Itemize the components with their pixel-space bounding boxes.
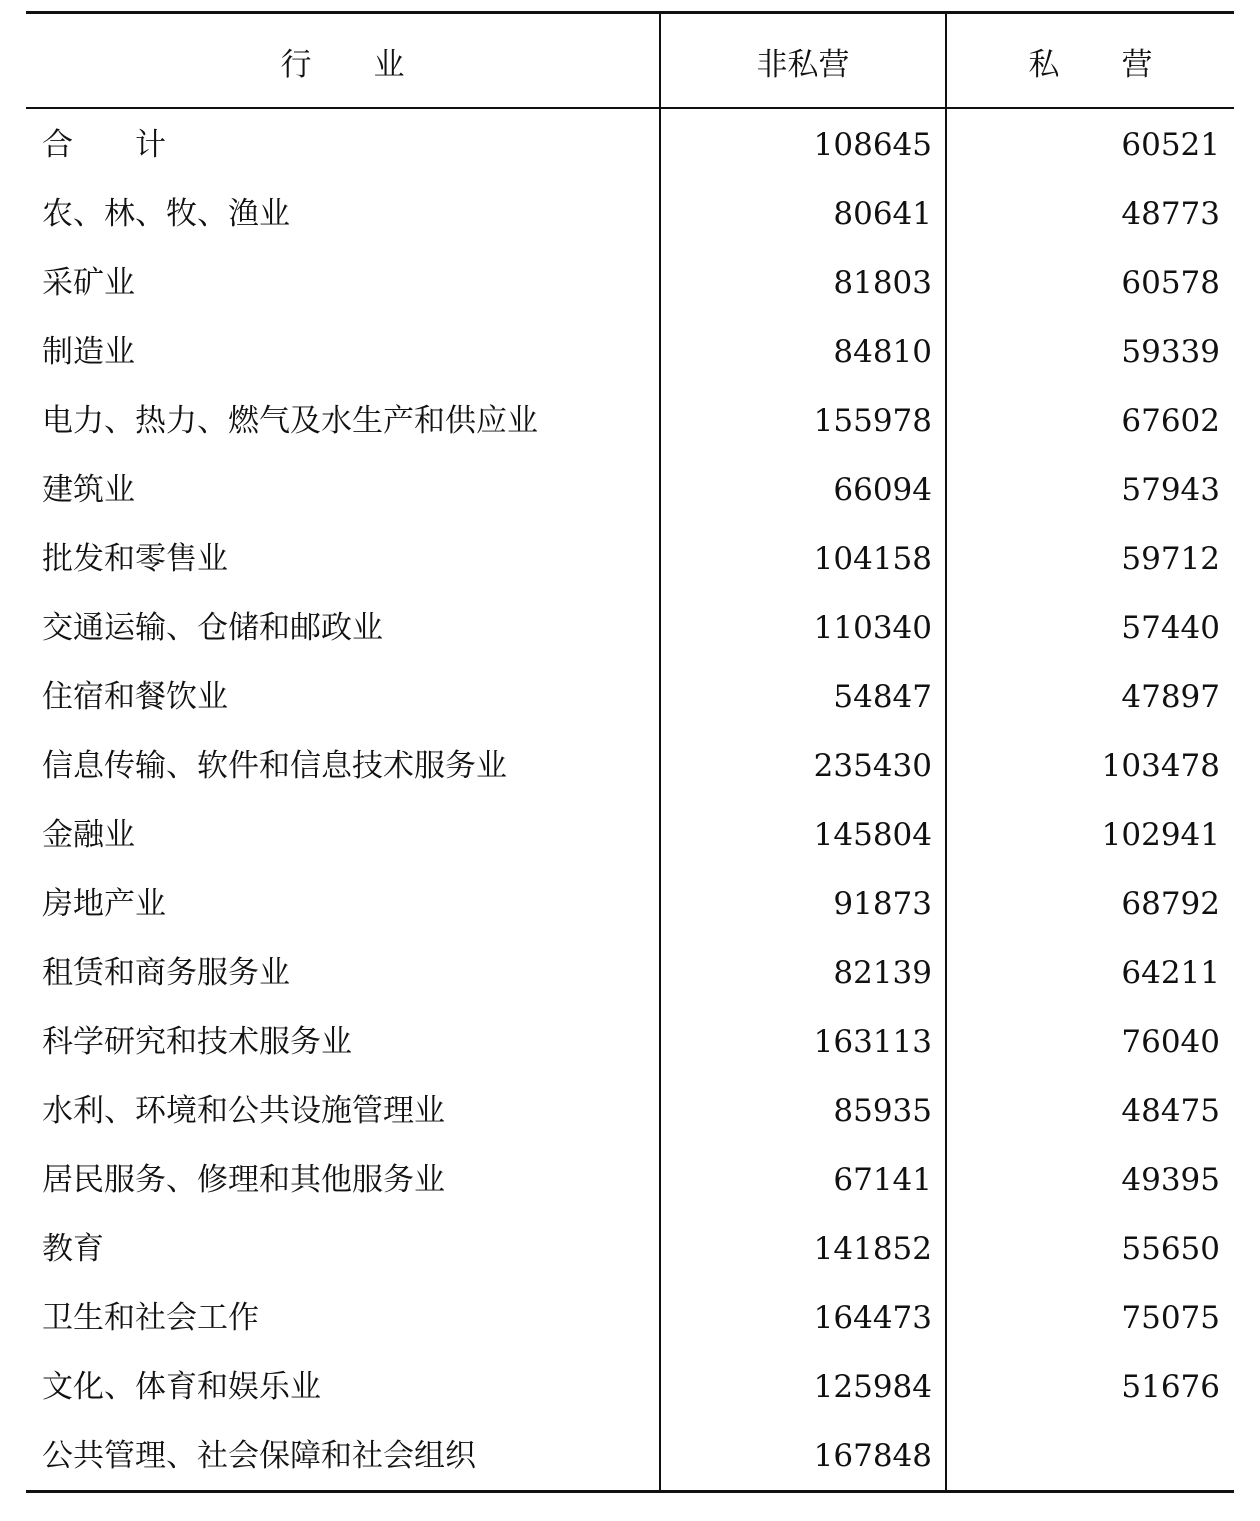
table-row [26, 939, 1234, 1008]
table-row [26, 1146, 1234, 1215]
row-private-value: 47897 [1121, 679, 1220, 715]
row-industry-label: 合 计 [42, 127, 166, 163]
row-non-private-value: 145804 [813, 817, 932, 853]
row-industry-label: 交通运输、仓储和邮政业 [42, 610, 383, 646]
table-row [26, 249, 1234, 318]
row-private-value: 64211 [1121, 955, 1220, 991]
table-row [26, 801, 1234, 870]
table-row [26, 525, 1234, 594]
row-private-value [948, 1422, 1220, 1491]
table-row [26, 1353, 1234, 1422]
table-row [26, 732, 1234, 801]
row-non-private-value: 85935 [833, 1093, 932, 1129]
header-non-private: 非私营 [756, 46, 850, 83]
row-private-value: 102941 [1101, 817, 1220, 853]
row-non-private-value: 67141 [833, 1162, 932, 1198]
row-industry-label: 制造业 [42, 334, 135, 370]
table-row [26, 1422, 1234, 1491]
row-industry-label: 采矿业 [42, 265, 135, 301]
table-row [26, 456, 1234, 525]
row-non-private-value: 164473 [813, 1300, 932, 1336]
row-industry-label: 电力、热力、燃气及水生产和供应业 [42, 403, 538, 439]
header-private: 私 营 [1028, 46, 1153, 83]
row-non-private-value: 82139 [833, 955, 932, 991]
row-non-private-value: 163113 [813, 1024, 932, 1060]
row-non-private-value: 141852 [813, 1231, 932, 1267]
row-private-value: 67602 [1121, 403, 1220, 439]
row-private-value: 103478 [1101, 748, 1220, 784]
row-non-private-value: 66094 [833, 472, 932, 508]
row-private-value: 49395 [1121, 1162, 1220, 1198]
row-industry-label: 公共管理、社会保障和社会组织 [42, 1438, 476, 1474]
row-non-private-value: 110340 [813, 610, 932, 646]
row-private-value: 76040 [1121, 1024, 1220, 1060]
row-non-private-value: 125984 [813, 1369, 932, 1405]
table-row [26, 1215, 1234, 1284]
table-row [26, 1008, 1234, 1077]
row-private-value: 57943 [1121, 472, 1220, 508]
row-non-private-value: 167848 [813, 1438, 932, 1474]
row-private-value: 60521 [1121, 127, 1220, 163]
row-industry-label: 房地产业 [42, 886, 166, 922]
row-industry-label: 租赁和商务服务业 [42, 955, 290, 991]
row-private-value: 57440 [1121, 610, 1220, 646]
table-row [26, 663, 1234, 732]
row-industry-label: 居民服务、修理和其他服务业 [42, 1162, 445, 1198]
row-non-private-value: 104158 [813, 541, 932, 577]
table-row [26, 180, 1234, 249]
row-private-value: 51676 [1121, 1369, 1220, 1405]
row-private-value: 55650 [1121, 1231, 1220, 1267]
row-non-private-value: 155978 [813, 403, 932, 439]
row-non-private-value: 54847 [833, 679, 932, 715]
row-industry-label: 水利、环境和公共设施管理业 [42, 1093, 445, 1129]
row-non-private-value: 80641 [833, 196, 932, 232]
table-row [26, 594, 1234, 663]
table-bottom-rule [26, 1490, 1234, 1493]
row-industry-label: 文化、体育和娱乐业 [42, 1369, 321, 1405]
table-row [26, 1077, 1234, 1146]
row-private-value: 48475 [1121, 1093, 1220, 1129]
row-industry-label: 信息传输、软件和信息技术服务业 [42, 748, 507, 784]
table-row [26, 111, 1234, 180]
row-industry-label: 农、林、牧、渔业 [42, 196, 290, 232]
row-private-value: 59339 [1121, 334, 1220, 370]
row-private-value: 68792 [1121, 886, 1220, 922]
row-non-private-value: 235430 [813, 748, 932, 784]
row-non-private-value: 81803 [833, 265, 932, 301]
row-non-private-value: 108645 [813, 127, 932, 163]
row-industry-label: 建筑业 [42, 472, 135, 508]
table-row [26, 1284, 1234, 1353]
row-industry-label: 科学研究和技术服务业 [42, 1024, 352, 1060]
row-industry-label: 批发和零售业 [42, 541, 228, 577]
row-industry-label: 住宿和餐饮业 [42, 679, 228, 715]
table-row [26, 870, 1234, 939]
row-industry-label: 卫生和社会工作 [42, 1300, 259, 1336]
header-industry: 行 业 [280, 46, 405, 83]
row-private-value: 59712 [1121, 541, 1220, 577]
row-industry-label: 金融业 [42, 817, 135, 853]
row-industry-label: 教育 [42, 1231, 104, 1267]
table-row [26, 387, 1234, 456]
table-row [26, 318, 1234, 387]
row-non-private-value: 91873 [833, 886, 932, 922]
row-private-value: 75075 [1121, 1300, 1220, 1336]
row-non-private-value: 84810 [833, 334, 932, 370]
row-private-value: 60578 [1121, 265, 1220, 301]
row-private-value: 48773 [1121, 196, 1220, 232]
